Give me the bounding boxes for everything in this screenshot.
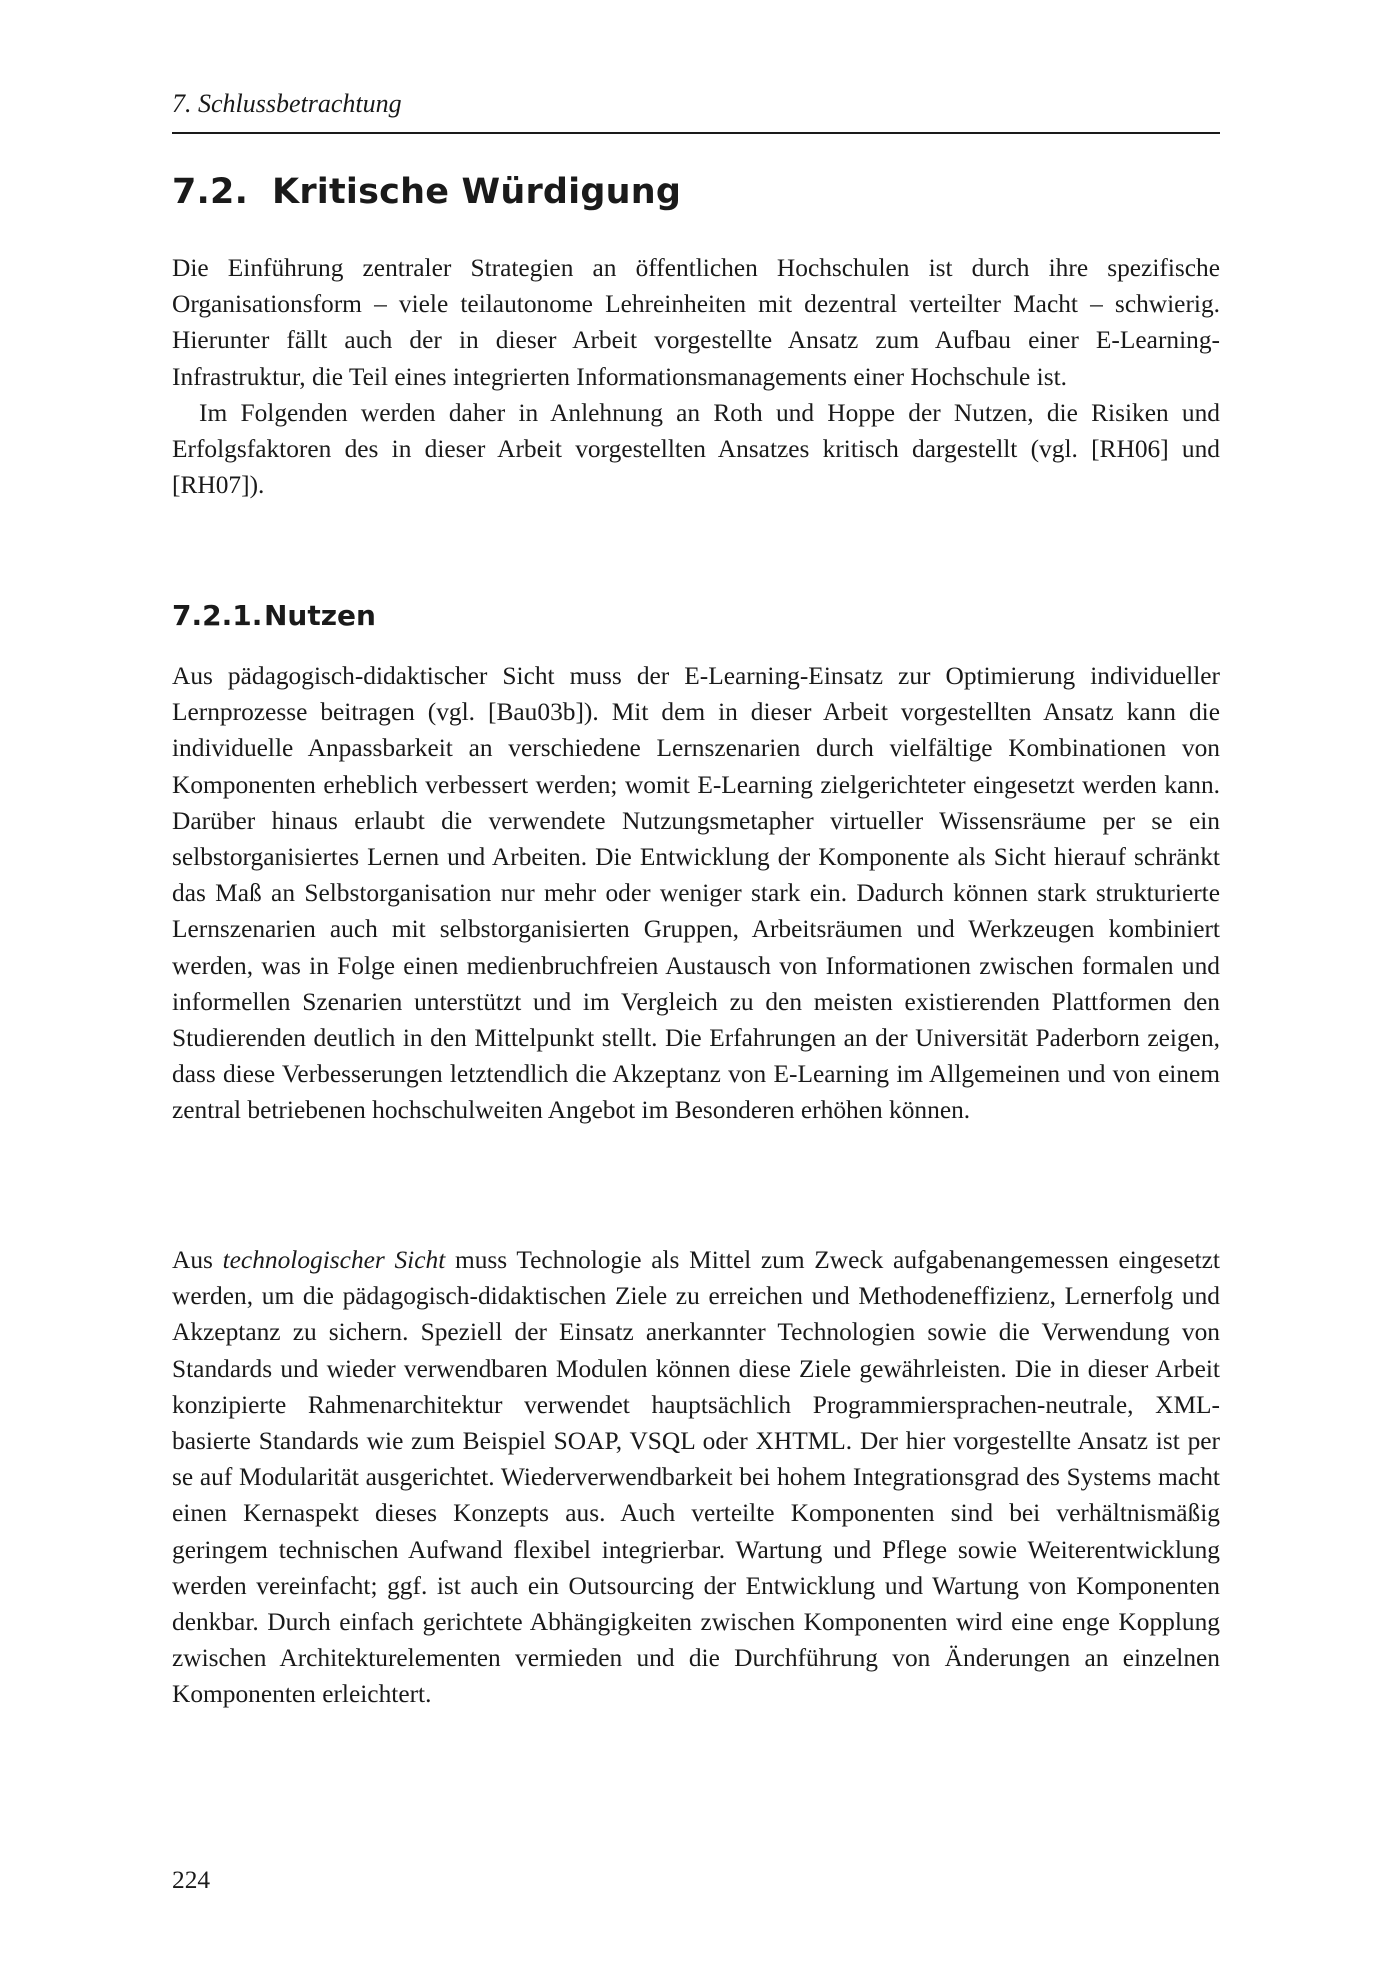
technological-paragraph <box>172 1242 1220 1713</box>
section-title: Kritische Würdigung <box>272 172 682 212</box>
subsection-number: 7.2.1. <box>172 599 263 632</box>
intro-paragraph-2: Im Folgenden werden daher in Anlehnung an Roth und Hoppe der Nutzen, die Risiken und Erfolgsfaktoren des in dieser Arbeit vorgestellten Ansatzes kritisch dargestellt (vgl. [RH06] und [RH07]). <box>172 398 1220 500</box>
technological-body: muss Technologie als Mittel zum Zweck aufgabenangemessen eingesetzt werden, um die pädagogisch-didaktischen Ziele zu erreichen und Methodeneffizienz, Lernerfolg und Akzeptanz zu sichern. Speziell der Einsatz anerkannter Technologien sowie die Verwendung von Standards und wieder verwendbaren Modulen können diese Ziele gewährleisten. Die in dieser Arbeit konzipierte Rahmenarchitektur verwendet hauptsächlich Programmiersprachen-neutrale, XML-basierte Standards wie zum Beispiel SOAP, VSQL oder XHTML. Der hier vorgestellte Ansatz ist per se auf Modularität ausgerichtet. Wiederverwendbarkeit bei hohem Integrationsgrad des Systems macht einen Kernaspekt dieses Konzepts aus. Auch verteilte Komponenten sind bei verhältnismäßig geringem technischen Aufwand flexibel integrierbar. Wartung und Pflege sowie Weiterentwicklung werden vereinfacht; ggf. ist auch ein Outsourcing der Entwicklung und Wartung von Komponenten denkbar. Durch einfach gerichtete Abhängigkeiten zwischen Komponenten wird eine enge Kopplung zwischen Architekturelementen vermieden und die Durchführung von Änderungen an einzelnen Komponenten erleichtert. <box>172 1246 1220 1709</box>
intro-paragraph-1: Die Einführung zentraler Strategien an öffentlichen Hochschulen ist durch ihre spezifische Organisationsform – viele teilautonome Lehreinheiten mit dezentral verteilter Macht – schwierig. Hierunter fällt auch der in dieser Arbeit vorgestellte Ansatz zum Aufbau einer E-Learning-Infrastruktur, die Teil eines integrierten Informationsmanagements einer Hochschule ist. <box>172 254 1220 391</box>
pedagogical-paragraph-block <box>172 658 1220 1129</box>
section-heading <box>172 168 1220 216</box>
technological-paragraph-block <box>172 1242 1220 1713</box>
technological-emphasis: technologischer Sicht <box>222 1246 446 1274</box>
running-header-title: 7. Schlussbetrachtung <box>172 89 402 118</box>
subsection-heading <box>172 596 1220 636</box>
subsection-title: Nutzen <box>264 599 376 632</box>
technological-lead: Aus <box>172 1246 223 1274</box>
book-page <box>172 0 1220 1969</box>
running-header <box>172 86 1220 134</box>
pedagogical-paragraph: Aus pädagogisch-didaktischer Sicht muss der E-Learning-Einsatz zur Optimierung individueller Lernprozesse beitragen (vgl. [Bau03b]). Mit dem in dieser Arbeit vorgestellten Ansatz kann die individuelle Anpassbarkeit an verschiedene Lernszenarien durch vielfältige Kombinationen von Komponenten erheblich verbessert werden; womit E-Learning zielgerichteter eingesetzt werden kann. Darüber hinaus erlaubt die verwendete Nutzungsmetapher virtueller Wissensräume per se ein selbstorganisiertes Lernen und Arbeiten. Die Entwicklung der Komponente als Sicht hierauf schränkt das Maß an Selbstorganisation nur mehr oder weniger stark ein. Dadurch können stark strukturierte Lernszenarien auch mit selbstorganisierten Gruppen, Arbeitsräumen und Werkzeugen kombiniert werden, was in Folge einen medienbruchfreien Austausch von Informationen zwischen formalen und informellen Szenarien unterstützt und im Vergleich zu den meisten existierenden Plattformen den Studierenden deutlich in den Mittelpunkt stellt. Die Erfahrungen an der Universität Paderborn zeigen, dass diese Verbesserungen letztendlich die Akzeptanz von E-Learning im Allgemeinen und von einem zentral betriebenen hochschulweiten Angebot im Besonderen erhöhen können. <box>172 662 1220 1125</box>
page-number: 224 <box>172 1866 211 1894</box>
section-number: 7.2. <box>172 172 249 212</box>
section-intro <box>172 250 1220 503</box>
